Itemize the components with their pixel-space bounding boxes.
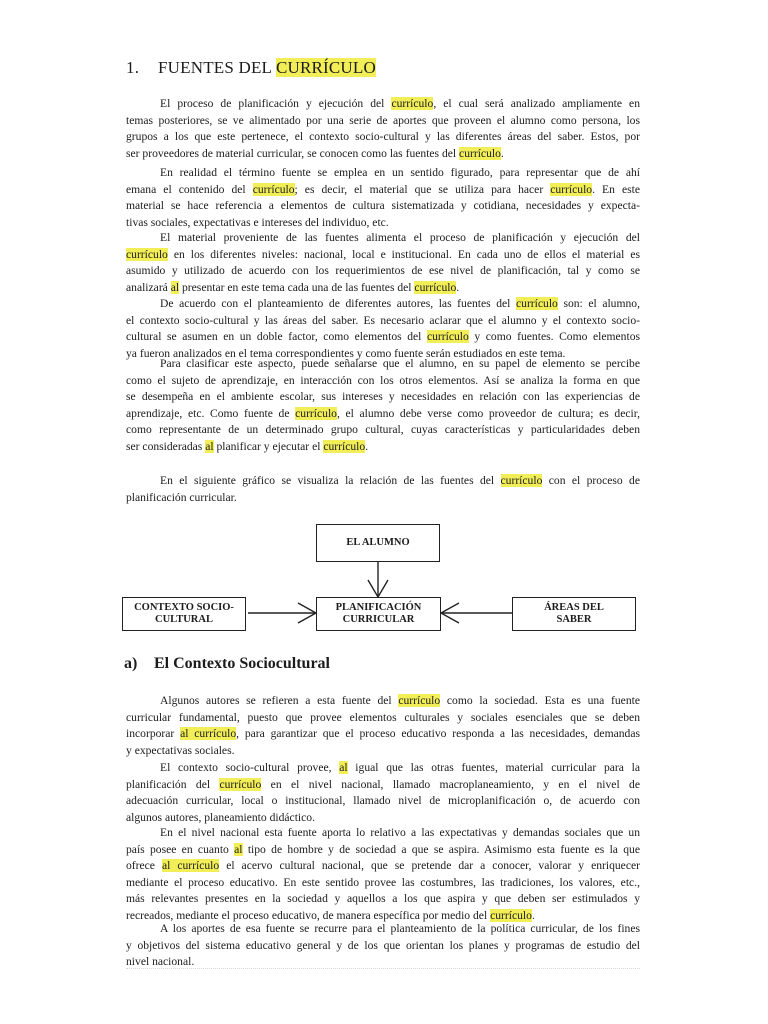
- highlighted-term: currículo: [391, 97, 434, 110]
- highlighted-term: currículo: [219, 777, 262, 791]
- text-run: El proceso de planificación y ejecución del: [160, 97, 392, 110]
- text-run: en el nivel nacional, llamado macroplaneamiento, y en el nivel de: [261, 777, 640, 791]
- text-run: ya fueron analizados en el tema correspondientes y como fuente serán estudiados en este tema.: [126, 346, 566, 360]
- text-run: Algunos autores se refieren a esta fuente del: [160, 694, 399, 707]
- text-run: se desempeña en el ambiente escolar, sus intereses y necesidades en relación con las experiencias de: [126, 390, 640, 404]
- text-run: el contexto socio-cultural y las áreas del saber. Es necesario aclarar que el alumno y el contexto socio-: [126, 313, 640, 327]
- text-run: analizará: [126, 280, 171, 294]
- text-run: igual que las otras fuentes, material curricular para la: [347, 761, 640, 774]
- text-run: país posee en cuanto: [126, 842, 235, 856]
- text-run: .: [500, 146, 504, 160]
- diagram-box-areas: [512, 597, 636, 631]
- text-run: y expectativas sociales.: [126, 743, 235, 757]
- text-run: ofrece: [126, 859, 162, 873]
- text-run: y objetivos del sistema educativo general y de los que orientan los planes y programas de estudio del: [126, 938, 640, 952]
- text-run: asumido y utilizado de acuerdo con los requerimientos de ese nivel de planificación, tal y como se: [126, 264, 640, 278]
- highlighted-term: currículo: [459, 146, 501, 160]
- text-run: , el cual será analizado ampliamente en: [433, 97, 641, 110]
- text-run: cultural se asumen en un doble factor, como elementos del: [126, 330, 427, 344]
- text-run: El material proveniente de las fuentes alimenta el proceso de planificación y ejecución del: [160, 231, 640, 244]
- text-run: curricular fundamental, puesto que provee elementos culturales y sociales esenciales que se deben: [126, 710, 640, 724]
- title-highlight: CURRÍCULO: [275, 58, 376, 77]
- diagram-label-contexto-1: CONTEXTO SOCIO-: [134, 602, 234, 613]
- text-run: ; es decir, el material que se utiliza para hacer: [294, 182, 551, 196]
- diagram-label-contexto-2: CULTURAL: [155, 614, 213, 625]
- diagram-label-planificacion: [336, 602, 422, 626]
- text-run: planificación del: [126, 777, 220, 791]
- highlighted-term: al: [205, 439, 214, 453]
- section-number: 1.: [126, 58, 140, 77]
- text-run: El contexto socio-cultural provee,: [160, 761, 340, 774]
- text-run: grupos a los que este pertenece, el contexto socio-cultural y las diferentes áreas del saber. Estos, por: [126, 130, 640, 144]
- text-run: nivel nacional.: [126, 955, 195, 969]
- text-run: .: [365, 439, 369, 453]
- diagram-label-areas-1: ÁREAS DEL: [544, 602, 604, 613]
- text-run: De acuerdo con el planteamiento de diferentes autores, las fuentes del: [160, 297, 516, 310]
- highlighted-term: currículo: [426, 330, 469, 344]
- text-run: planificar y ejecutar el: [213, 439, 324, 453]
- text-run: En realidad el término fuente se emplea en un sentido figurado, para representar que de ahí: [160, 166, 640, 179]
- text-run: algunos autores, planeamiento didáctico.: [126, 810, 315, 824]
- highlighted-term: al currículo: [161, 859, 220, 873]
- text-run: como representante de un determinado grupo cultural, cuyas características y particularidades deben: [126, 423, 640, 437]
- text-run: ser proveedores de material curricular, se conocen como las fuentes del: [126, 146, 460, 160]
- highlighted-term: currículo: [295, 406, 337, 420]
- highlighted-term: currículo: [398, 694, 441, 707]
- text-run: , para garantizar que el proceso educativo responda a las necesidades, demandas: [236, 727, 640, 741]
- text-run: son: el alumno,: [557, 297, 640, 310]
- diagram-label-planificacion-2: CURRICULAR: [342, 614, 415, 625]
- text-run: incorporar: [126, 727, 181, 741]
- text-run: tivas sociales, expectativas e intereses del individuo, etc.: [126, 215, 389, 229]
- text-run: tipo de hombre y de sociedad a que se aspira. Asimismo esta fuente es la que: [242, 842, 640, 856]
- diagram-label-areas-2: SABER: [556, 614, 592, 625]
- text-run: , el alumno debe verse como proveedor de cultura; es decir,: [336, 406, 640, 420]
- text-run: .: [531, 908, 535, 922]
- diagram-box-alumno: [316, 524, 440, 562]
- highlighted-term: currículo: [252, 182, 295, 196]
- text-run: adecuación curricular, local o institucional, llamado nivel de microplanificación o, de acuerdo con: [126, 794, 640, 808]
- text-run: recreados, mediante el proceso educativo, de manera específica por medio del: [126, 908, 491, 922]
- text-run: como la sociedad. Esta es una fuente: [440, 694, 640, 707]
- subsection-heading: [124, 655, 330, 673]
- highlighted-term: currículo: [516, 297, 558, 310]
- text-run: con el proceso de: [542, 474, 640, 487]
- diagram-box-planificacion: [316, 597, 441, 631]
- text-run: aprendizaje, etc. Como fuente de: [126, 406, 296, 420]
- highlighted-term: currículo: [126, 247, 168, 261]
- highlighted-term: al: [234, 842, 243, 856]
- text-run: más relevantes presentes en la sociedad y aquellos a los que aspira y que deben ser estimulados y: [126, 892, 640, 906]
- text-run: A los aportes de esa fuente se recurre para el planteamiento de la política curricular, de los fines: [160, 922, 640, 935]
- diagram-label-alumno: EL ALUMNO: [346, 537, 410, 548]
- text-run: . En este: [592, 182, 640, 196]
- text-run: En el nivel nacional esta fuente aporta lo relativo a las expectativas y demandas sociales que un: [160, 826, 640, 839]
- text-run: En el siguiente gráfico se visualiza la relación de las fuentes del: [160, 474, 501, 487]
- text-run: en los diferentes niveles: nacional, local e institucional. En cada uno de ellos el material es: [167, 247, 640, 261]
- text-run: .: [456, 280, 460, 294]
- text-run: ser consideradas: [126, 439, 206, 453]
- subsection-label: a): [124, 655, 138, 672]
- highlighted-term: currículo: [500, 474, 543, 487]
- text-run: planificación curricular.: [126, 490, 237, 504]
- text-run: el acervo cultural nacional, que se pretende dar a conocer, valorar y enriquecer: [219, 859, 640, 873]
- text-run: presentar en este tema cada una de las fuentes del: [179, 280, 415, 294]
- text-run: temas posteriores, se ve alimentado por una serie de aportes que proveen el alumno como persona, los: [126, 113, 640, 127]
- highlighted-term: currículo: [550, 182, 593, 196]
- highlighted-term: al currículo: [180, 727, 237, 741]
- diagram-label-planificacion-1: PLANIFICACIÓN: [335, 602, 422, 613]
- highlighted-term: currículo: [323, 439, 366, 453]
- text-run: mediante el proceso educativo. En este sentido provee las costumbres, las tradiciones, los valores, etc.,: [126, 875, 640, 889]
- subsection-title: El Contexto Sociocultural: [154, 655, 330, 672]
- text-run: material se hace referencia a elementos de cultura sistematizada y cotidiana, necesidades y expecta-: [126, 199, 640, 213]
- highlighted-term: al: [170, 280, 180, 294]
- text-run: como el sujeto de aprendizaje, en interacción con los otros elementos. Así se analiza la forma en que: [126, 373, 640, 387]
- diagram-box-contexto: [122, 597, 246, 631]
- diagram-label-contexto: [134, 602, 234, 626]
- highlighted-term: currículo: [414, 280, 457, 294]
- highlighted-term: currículo: [490, 908, 532, 922]
- highlighted-term: al: [339, 761, 348, 774]
- title-text: FUENTES DEL: [158, 58, 276, 77]
- text-run: y como fuentes. Como elementos: [468, 330, 641, 344]
- text-run: emana el contenido del: [126, 182, 253, 196]
- cut-off-line: [126, 968, 640, 973]
- text-run: Para clasificar este aspecto, puede señalarse que el alumno, en su papel de elemento se percibe: [160, 357, 640, 370]
- diagram-label-areas: [544, 602, 604, 626]
